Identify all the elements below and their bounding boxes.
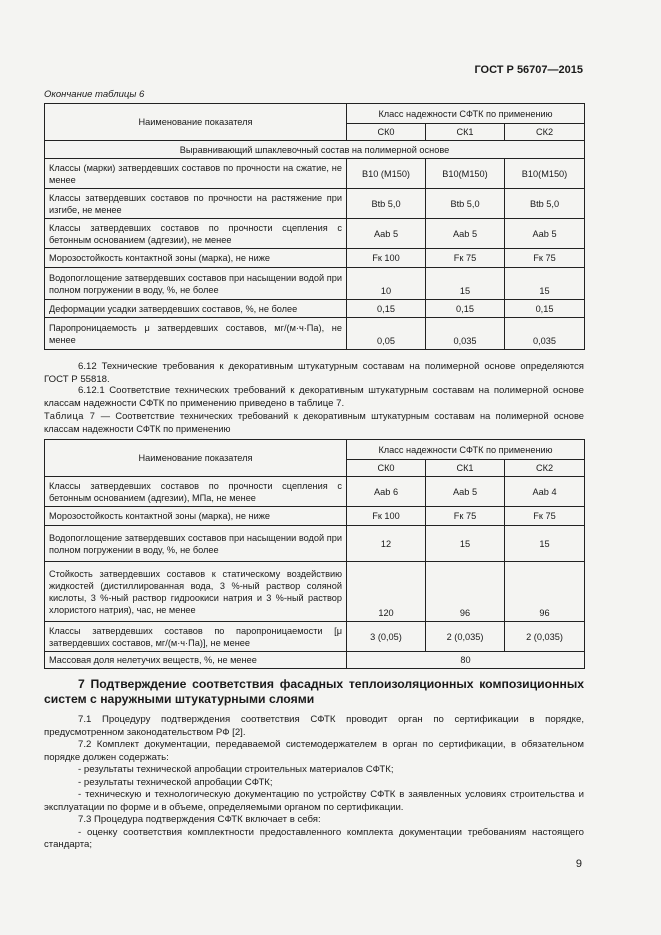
- standard-number: ГОСТ Р 56707—2015: [474, 64, 583, 76]
- t6-header-class: Класс надежности СФТК по применению: [347, 104, 585, 124]
- table-6-caption: Окончание таблицы 6: [44, 89, 145, 100]
- table-row: Морозостойкость контактной зоны (марка), не ниже Fк 100 Fк 75 Fк 75: [45, 507, 585, 526]
- table-row: Массовая доля нелетучих веществ, %, не менее 80: [45, 652, 585, 669]
- table-row: Классы затвердевших составов по прочности на растяжение при изгибе, не менее Вtb 5,0 Вtb 5,0 Вtb 5,0: [45, 189, 585, 219]
- table-row: Водопоглощение затвердевших составов при насыщении водой при полном погружении в воду, %, не более 12 15 15: [45, 526, 585, 562]
- t7-header-name: Наименование показателя: [45, 440, 347, 477]
- t6-header-ck2: СК2: [505, 124, 585, 141]
- t7-header-ck1: СК1: [426, 460, 505, 477]
- paragraph-6-12: 6.12 Технические требования к декоративным штукатурным составам на полимерной основе определяются ГОСТ Р 55818.: [44, 361, 584, 385]
- paragraph-7-2: 7.2 Комплект документации, передаваемой системодержателем в орган по сертификации, в обязательном порядке должен содержать:: [44, 739, 584, 763]
- t6-header-ck0: СК0: [347, 124, 426, 141]
- t7-header-ck0: СК0: [347, 460, 426, 477]
- list-item: - оценку соответствия комплектности предоставленного комплекта документации требованиям настоящего стандарта;: [44, 826, 584, 850]
- table-row: Водопоглощение затвердевших составов при насыщении водой при полном погружении в воду, %, не более 10 15 15: [45, 268, 585, 300]
- table-row: Классы затвердевших составов по прочности сцепления с бетонным основанием (адгезии), не менее Ааb 5 Ааb 5 Ааb 5: [45, 219, 585, 249]
- paragraph-7-1: 7.1 Процедуру подтверждения соответствия СФТК проводит орган по сертификации в порядке, предусмотренном законодательством РФ [2].: [44, 714, 584, 738]
- list-item: - техническую и технологическую документацию по устройству СФТК в заявленных условиях строительства и эксплуатации по форме и в объеме, определяемыми органом по сертификации.: [44, 789, 584, 813]
- table-row: Классы затвердевших составов по паропроницаемости [μ затвердевших составов, мг/(м·ч·Па)], не менее 3 (0,05) 2 (0,035) 2 (0,035): [45, 622, 585, 652]
- t6-header-ck1: СК1: [426, 124, 505, 141]
- paragraph-6-12-1: 6.12.1 Соответствие технических требований к декоративным штукатурным составам на полимерной основе классам надежности СФТК по применению приведено в таблице 7.: [44, 385, 584, 409]
- table-7-caption-text: — Соответствие технических требований к декоративным штукатурным составам на полимерной основе классам надежности СФТК по применению: [44, 411, 584, 434]
- list-item: - результаты технической апробации СФТК;: [78, 776, 273, 788]
- t6-section-row: Выравнивающий шпаклевочный состав на полимерной основе: [45, 141, 585, 159]
- t6-header-name: Наименование показателя: [45, 104, 347, 141]
- table-row: Морозостойкость контактной зоны (марка), не ниже Fк 100 Fк 75 Fк 75: [45, 249, 585, 268]
- table-row: Классы затвердевших составов по прочности сцепления с бетонным основанием (адгезии), МПа, не менее Ааb 6 Ааb 5 Ааb 4: [45, 477, 585, 507]
- list-item: - результаты технической апробации строительных материалов СФТК;: [78, 764, 394, 775]
- table-row: Деформации усадки затвердевших составов, %, не более 0,15 0,15 0,15: [45, 300, 585, 318]
- table-row: Стойкость затвердевших составов к статическому воздействию жидкостей (дистиллированная вода, 3 %-ный раствор соляной кислоты, 3 %-ный раствор гидроокиси натрия и 3 %-ный раствор хлористого натрия), час, не менее 120 96 96: [45, 562, 585, 622]
- table-row: Классы (марки) затвердевших составов по прочности на сжатие, не менее В10 (М150) В10(М150) В10(М150): [45, 159, 585, 189]
- t7-header-ck2: СК2: [505, 460, 585, 477]
- t7-header-class: Класс надежности СФТК по применению: [347, 440, 585, 460]
- table-6: [44, 103, 585, 350]
- section-7-heading: 7 Подтверждение соответствия фасадных теплоизоляционных композиционных систем с наружными штукатурными слоями: [44, 677, 584, 706]
- table-row: Паропроницаемость μ затвердевших составов, мг/(м·ч·Па), не менее 0,05 0,035 0,035: [45, 318, 585, 350]
- table-7-caption-lead: Таблица 7: [44, 411, 96, 421]
- table-7: [44, 439, 585, 669]
- paragraph-7-3: 7.3 Процедура подтверждения СФТК включает в себя:: [78, 814, 321, 825]
- table-7-caption: [44, 410, 584, 435]
- page-number: 9: [575, 858, 582, 870]
